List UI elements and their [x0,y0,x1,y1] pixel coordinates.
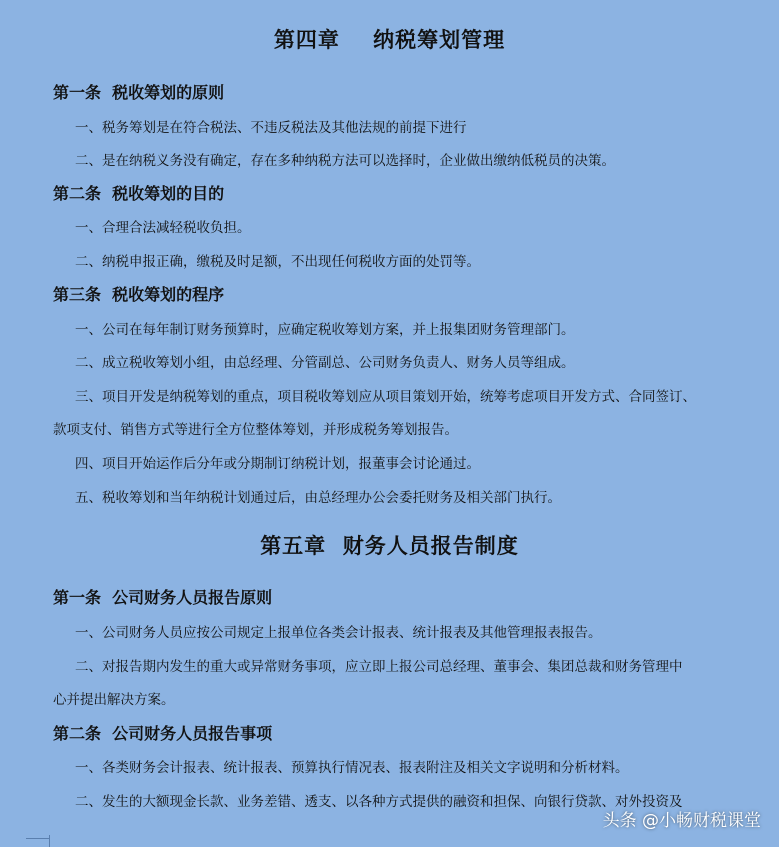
paragraph: 一、公司在每年制订财务预算时，应确定税收筹划方案，并上报集团财务管理部门。 [75,322,575,338]
paragraph: 四、项目开始运作后分年或分期制订纳税计划，报董事会讨论通过。 [75,456,480,472]
article-heading: 第二条 公司财务人员报告事项 [53,724,273,743]
paragraph-continuation: 心并提出解决方案。 [53,692,175,708]
article-heading: 第二条 税收筹划的目的 [53,184,225,203]
chapter-5-title: 第五章 财务人员报告制度 [260,533,519,558]
paragraph: 二、发生的大额现金长款、业务差错、透支、以各种方式提供的融资和担保、向银行贷款、对外投资及 [75,794,683,810]
paragraph: 三、项目开发是纳税筹划的重点，项目税收筹划应从项目策划开始，统筹考虑项目开发方式、合同签订、 [75,389,696,405]
paragraph: 一、公司财务人员应按公司规定上报单位各类会计报表、统计报表及其他管理报表报告。 [75,625,602,641]
article-heading: 第一条 税收筹划的原则 [53,83,225,102]
paragraph: 五、税收筹划和当年纳税计划通过后，由总经理办公会委托财务及相关部门执行。 [75,490,561,506]
paragraph: 二、纳税申报正确，缴税及时足额，不出现任何税收方面的处罚等。 [75,254,480,270]
paragraph: 一、各类财务会计报表、统计报表、预算执行情况表、报表附注及相关文字说明和分析材料。 [75,760,629,776]
paragraph: 二、成立税收筹划小组，由总经理、分管副总、公司财务负责人、财务人员等组成。 [75,355,575,371]
paragraph: 二、是在纳税义务没有确定，存在多种纳税方法可以选择时，企业做出缴纳低税员的决策。 [75,153,615,169]
chapter-4-title: 第四章 纳税筹划管理 [273,27,506,52]
watermark: 头条 @小畅财税课堂 [602,811,761,831]
paragraph-continuation: 款项支付、销售方式等进行全方位整体筹划，并形成税务筹划报告。 [53,422,458,438]
article-heading: 第一条 公司财务人员报告原则 [53,588,273,607]
paragraph: 一、税务筹划是在符合税法、不违反税法及其他法规的前提下进行 [75,120,467,136]
article-heading: 第三条 税收筹划的程序 [53,285,225,304]
paragraph: 一、合理合法减轻税收负担。 [75,220,251,236]
paragraph: 二、对报告期内发生的重大或异常财务事项，应立即上报公司总经理、董事会、集团总裁和财务管理中 [75,659,683,675]
